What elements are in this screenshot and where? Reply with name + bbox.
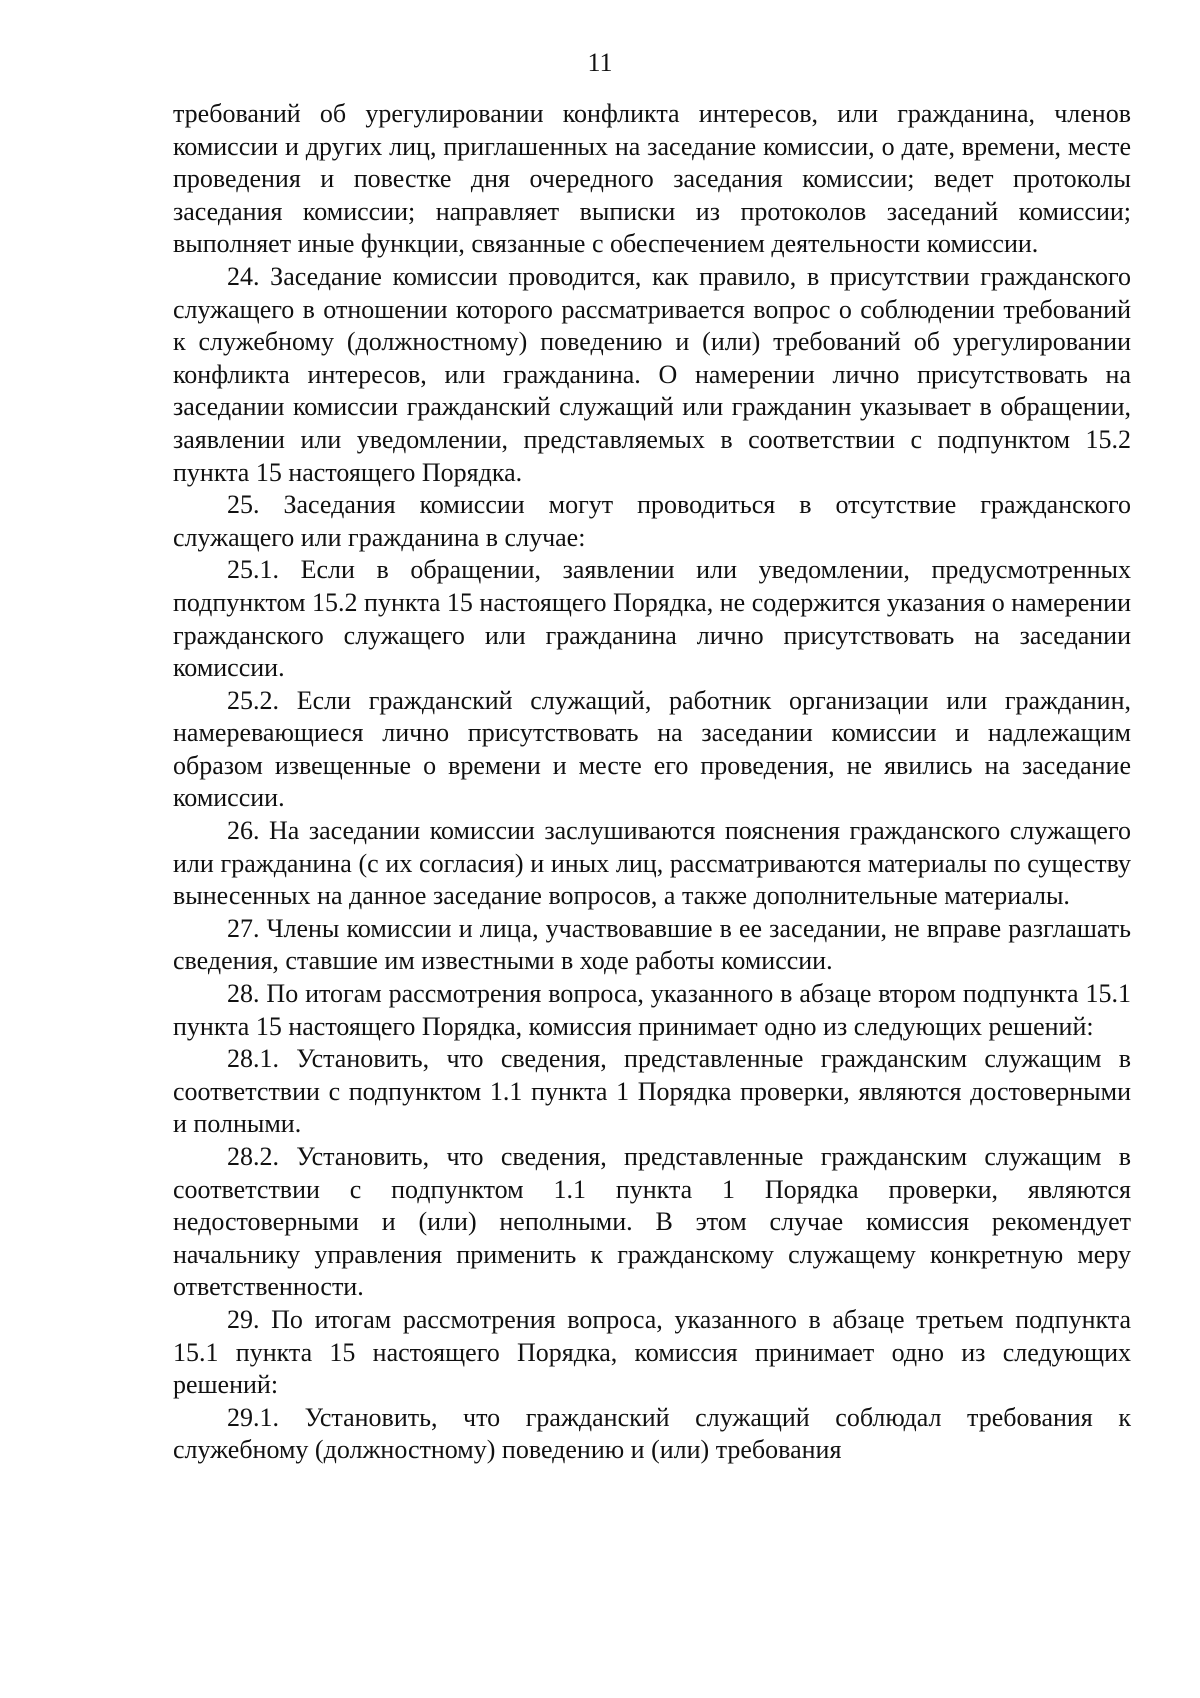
paragraph-item-29: 29. По итогам рассмотрения вопроса, указанного в абзаце третьем подпункта 15.1 пункта 15 настоящего Порядка, комиссия принимает одно из следующих решений: (173, 1304, 1131, 1400)
paragraph-item-24: 24. Заседание комиссии проводится, как правило, в присутствии гражданского служащего в отношении которого рассматривается вопрос о соблюдении требований к служебному (должностному) поведению и (или) требований об урегулировании конфликта интересов, или гражданина. О намерении лично присутствовать на заседании комиссии гражданский служащий или гражданин указывает в обращении, заявлении или уведомлении, представляемых в соответствии с подпунктом 15.2 пункта 15 настоящего Порядка. (173, 261, 1131, 487)
paragraph-item-28: 28. По итогам рассмотрения вопроса, указанного в абзаце втором подпункта 15.1 пункта 15 настоящего Порядка, комиссия принимает одно из следующих решений: (173, 979, 1131, 1041)
page-number: 11 (587, 48, 613, 77)
paragraph-item-25-1: 25.1. Если в обращении, заявлении или уведомлении, предусмотренных подпунктом 15.2 пункта 15 настоящего Порядка, не содержится указания о намерении гражданского служащего или гражданина лично присутствовать на заседании комиссии. (173, 555, 1131, 683)
paragraph-item-29-1: 29.1. Установить, что гражданский служащий соблюдал требования к служебному (должностному) поведению и (или) требования (173, 1402, 1131, 1465)
paragraph-item-25-2: 25.2. Если гражданский служащий, работник организации или гражданин, намеревающиеся лично присутствовать на заседании комиссии и надлежащим образом извещенные о времени и месте его проведения, не явились на заседание комиссии. (173, 685, 1131, 813)
paragraph-item-26: 26. На заседании комиссии заслушиваются пояснения гражданского служащего или гражданина (с их согласия) и иных лиц, рассматриваются материалы по существу вынесенных на данное заседание вопросов, а также дополнительные материалы. (173, 816, 1131, 911)
paragraph-item-28-2: 28.2. Установить, что сведения, представленные гражданским служащим в соответствии с подпунктом 1.1 пункта 1 Порядка проверки, являются недостоверными и (или) неполными. В этом случае комиссия рекомендует начальнику управления применить к гражданскому служащему конкретную меру ответственности. (173, 1142, 1131, 1302)
paragraph-item-27: 27. Члены комиссии и лица, участвовавшие в ее заседании, не вправе разглашать сведения, ставшие им известными в ходе работы комиссии. (173, 913, 1131, 976)
document-body (173, 98, 1131, 1467)
paragraph-continuation-23: требований об урегулировании конфликта интересов, или гражданина, членов комиссии и других лиц, приглашенных на заседание комиссии, о дате, времени, месте проведения и повестке дня очередного заседания комиссии; ведет протоколы заседания комиссии; направляет выписки из протоколов заседаний комиссии; выполняет иные функции, связанные с обеспечением деятельности комиссии. (173, 99, 1131, 259)
paragraph-item-28-1: 28.1. Установить, что сведения, представленные гражданским служащим в соответствии с подпунктом 1.1 пункта 1 Порядка проверки, являются достоверными и полными. (173, 1044, 1131, 1139)
paragraph-item-25: 25. Заседания комиссии могут проводиться в отсутствие гражданского служащего или гражданина в случае: (173, 490, 1131, 552)
